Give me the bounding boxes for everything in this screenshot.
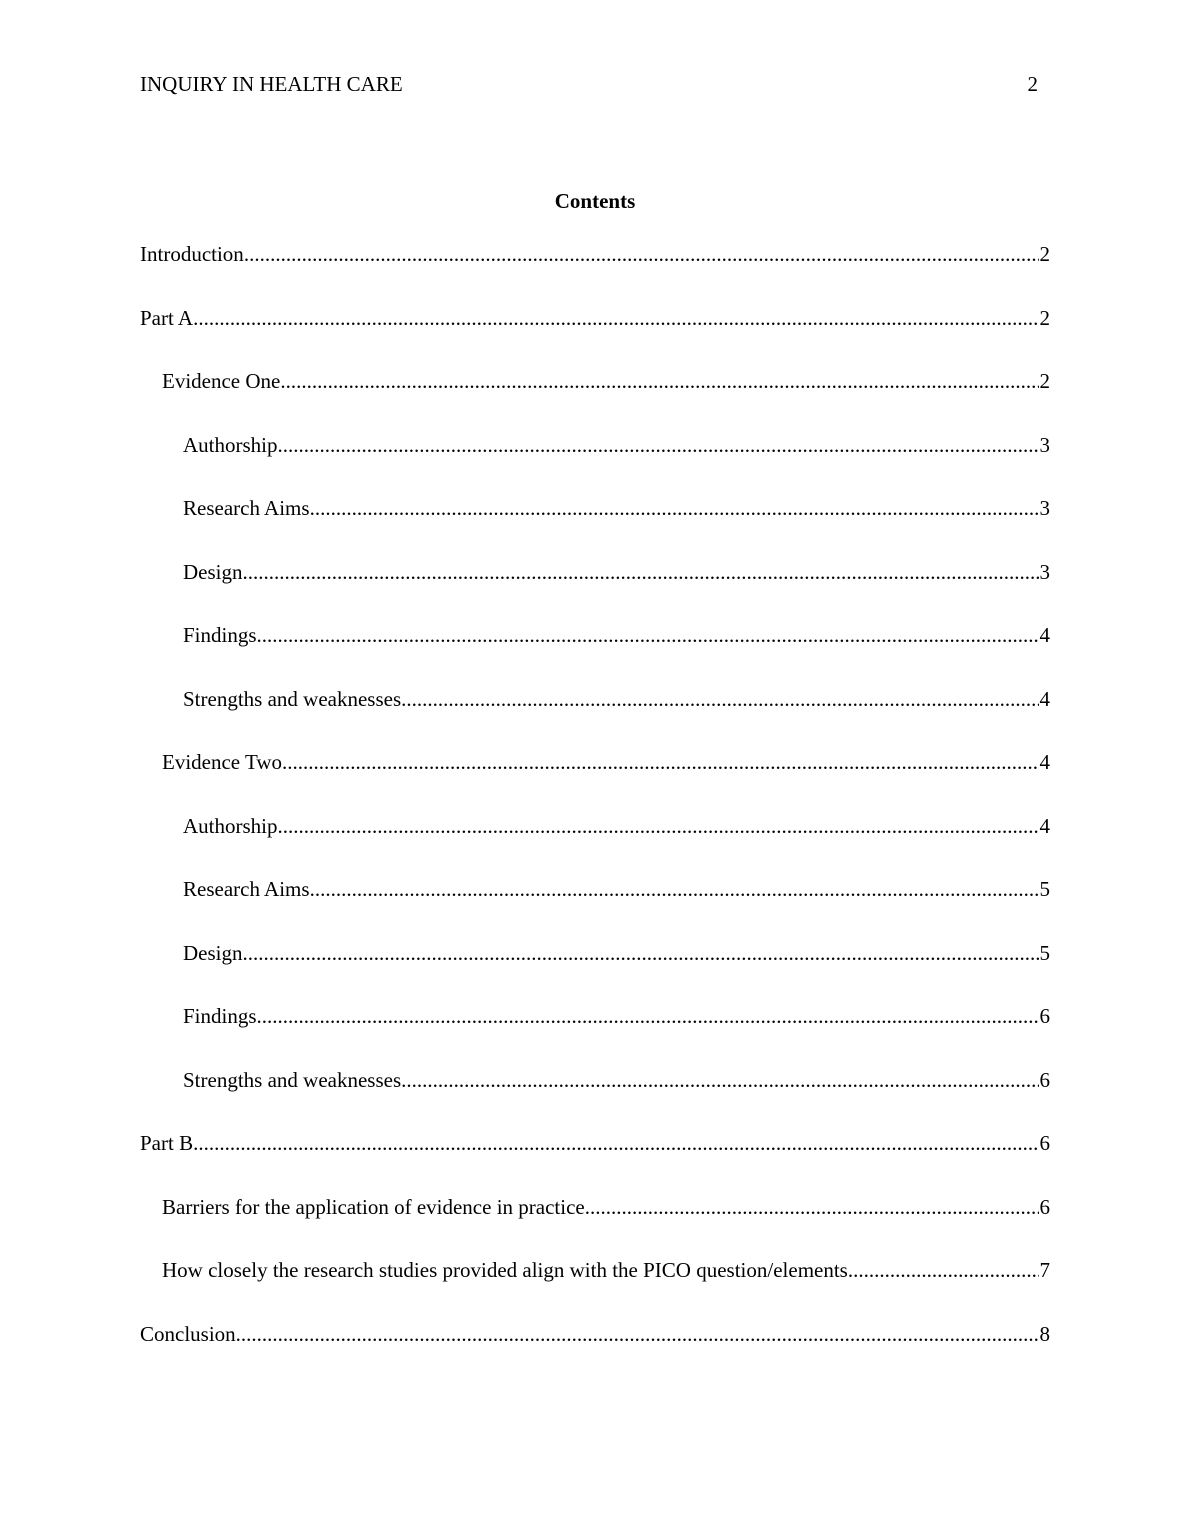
toc-entry-page: 4 xyxy=(1039,623,1050,647)
toc-entry-label: Part B xyxy=(140,1131,194,1155)
toc-entry-research-aims-1[interactable] xyxy=(140,494,1050,558)
toc-entry-page: 4 xyxy=(1039,750,1050,774)
toc-entry-page: 2 xyxy=(1039,242,1050,266)
toc-entry-pico-alignment[interactable] xyxy=(140,1256,1050,1320)
toc-entry-label: Barriers for the application of evidence in practice xyxy=(162,1194,585,1219)
toc-entry-design-1[interactable] xyxy=(140,558,1050,622)
toc-entry-page: 6 xyxy=(1039,1131,1050,1155)
toc-entry-introduction[interactable] xyxy=(140,240,1050,304)
toc-entry-label: Evidence One xyxy=(162,369,281,393)
toc-leader-dots xyxy=(848,1256,1039,1284)
toc-entry-page: 2 xyxy=(1039,305,1050,330)
toc-entry-page: 6 xyxy=(1039,1194,1050,1219)
toc-entry-label: Research Aims xyxy=(183,877,310,901)
toc-entry-label: Introduction xyxy=(140,242,244,266)
toc-leader-dots xyxy=(193,1129,1038,1157)
toc-entry-page: 4 xyxy=(1039,813,1050,838)
toc-entry-label: Part A xyxy=(140,305,194,330)
toc-entry-label: Evidence Two xyxy=(162,750,283,774)
toc-leader-dots xyxy=(585,1193,1039,1221)
toc-entry-label: Strengths and weaknesses xyxy=(183,1067,402,1092)
toc-entry-page: 2 xyxy=(1039,369,1050,393)
toc-entry-label: Design xyxy=(183,559,243,584)
toc-leader-dots xyxy=(280,367,1038,395)
toc-leader-dots xyxy=(257,1002,1039,1030)
toc-leader-dots xyxy=(310,875,1039,903)
toc-leader-dots xyxy=(401,1066,1038,1094)
toc-entry-findings-1[interactable] xyxy=(140,621,1050,685)
page-number: 2 xyxy=(1027,72,1038,96)
toc-entry-page: 5 xyxy=(1039,940,1050,965)
toc-entry-part-b[interactable] xyxy=(140,1129,1050,1193)
table-of-contents xyxy=(140,240,1050,1383)
toc-leader-dots xyxy=(244,240,1039,268)
toc-entry-findings-2[interactable] xyxy=(140,1002,1050,1066)
toc-entry-label: Authorship xyxy=(183,813,278,838)
toc-entry-label: How closely the research studies provided align with the PICO question/elements xyxy=(162,1258,848,1282)
toc-leader-dots xyxy=(236,1320,1039,1348)
toc-entry-page: 8 xyxy=(1039,1321,1050,1346)
toc-entry-page: 3 xyxy=(1039,496,1050,520)
toc-entry-page: 3 xyxy=(1039,559,1050,584)
toc-heading: Contents xyxy=(554,189,636,213)
toc-leader-dots xyxy=(243,558,1039,586)
toc-entry-conclusion[interactable] xyxy=(140,1320,1050,1384)
toc-entry-label: Strengths and weaknesses xyxy=(183,686,402,711)
toc-entry-strengths-weaknesses-2[interactable] xyxy=(140,1066,1050,1130)
toc-entry-page: 7 xyxy=(1039,1258,1050,1282)
toc-entry-strengths-weaknesses-1[interactable] xyxy=(140,685,1050,749)
toc-entry-label: Findings xyxy=(183,623,257,647)
toc-entry-label: Conclusion xyxy=(140,1321,236,1346)
toc-leader-dots xyxy=(282,748,1038,776)
toc-entry-authorship-2[interactable] xyxy=(140,812,1050,876)
toc-entry-page: 4 xyxy=(1039,686,1050,711)
toc-leader-dots xyxy=(193,304,1038,332)
toc-entry-page: 5 xyxy=(1039,877,1050,901)
toc-entry-label: Design xyxy=(183,940,243,965)
toc-entry-label: Findings xyxy=(183,1004,257,1028)
toc-leader-dots xyxy=(243,939,1039,967)
toc-entry-page: 3 xyxy=(1039,432,1050,457)
toc-entry-part-a[interactable] xyxy=(140,304,1050,368)
toc-entry-page: 6 xyxy=(1039,1067,1050,1092)
toc-leader-dots xyxy=(278,812,1039,840)
toc-leader-dots xyxy=(257,621,1039,649)
toc-entry-authorship-1[interactable] xyxy=(140,431,1050,495)
toc-entry-research-aims-2[interactable] xyxy=(140,875,1050,939)
toc-leader-dots xyxy=(310,494,1039,522)
running-head: INQUIRY IN HEALTH CARE xyxy=(140,72,403,96)
toc-entry-evidence-two[interactable] xyxy=(140,748,1050,812)
toc-entry-evidence-one[interactable] xyxy=(140,367,1050,431)
toc-leader-dots xyxy=(278,431,1039,459)
toc-entry-design-2[interactable] xyxy=(140,939,1050,1003)
toc-entry-label: Research Aims xyxy=(183,496,310,520)
toc-entry-label: Authorship xyxy=(183,432,278,457)
toc-leader-dots xyxy=(401,685,1038,713)
toc-entry-page: 6 xyxy=(1039,1004,1050,1028)
toc-entry-barriers[interactable] xyxy=(140,1193,1050,1257)
